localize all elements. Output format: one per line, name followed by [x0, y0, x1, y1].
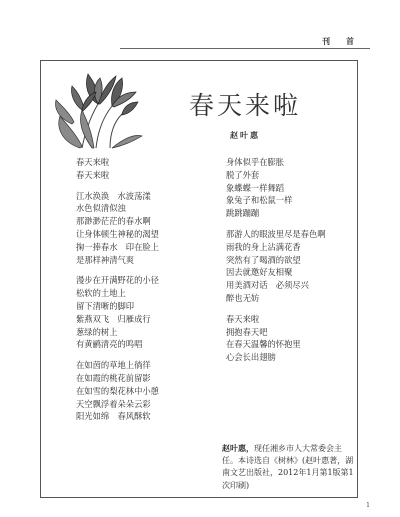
poem-line: 象蝶蝶一样舞蹈 [226, 182, 285, 193]
poem-line: 跳跳蹦蹦 [226, 208, 260, 219]
stanza [76, 274, 159, 351]
poem-line: 掬一捧春水 印在脸上 [76, 241, 159, 252]
poem-line: 在春天温馨的怀抱里 [226, 339, 301, 350]
poem-line: 雨我的身上沾满花香 [226, 241, 301, 252]
author-note-name: 赵叶惠， [222, 443, 254, 453]
poem-line: 那渺渺茫茫的春水啊 [76, 216, 151, 227]
header-rule [120, 48, 370, 49]
page-number: 1 [366, 502, 370, 509]
poem-line: 春天来啦 [76, 169, 110, 180]
poem-line: 突然有了喝酒的欲望 [226, 254, 301, 265]
poem-line: 阳光如绵 春风酥软 [76, 411, 151, 422]
poem-line: 天空飘浮着朵朵云彩 [76, 398, 151, 409]
poem-line: 漫步在开满野花的小径 [76, 275, 159, 286]
stanza [226, 313, 326, 364]
poem-line: 江水涣涣 水波荡漾 [76, 190, 151, 201]
section-label: 刊首 [322, 36, 370, 46]
poem-line: 春天来啦 [226, 313, 260, 324]
poem-line: 象兔子和松鼠一样 [226, 195, 293, 206]
poem-line: 脱了外套 [226, 169, 260, 180]
poem-right-column [226, 156, 326, 364]
poem-line: 拥抱春天吧 [226, 326, 268, 337]
poem-line: 紫燕双飞 归雁成行 [76, 313, 151, 324]
poem-line: 醉也无妨 [226, 292, 260, 303]
poem-line: 葱绿的树上 [76, 326, 118, 337]
author-note [222, 442, 354, 492]
poem-line: 水色似清似浊 [76, 203, 126, 214]
stanza [226, 156, 326, 220]
poem-title: 春天来啦 [188, 91, 301, 120]
stanza [226, 228, 326, 305]
stanza [76, 190, 159, 267]
stanza [76, 156, 159, 182]
poem-line: 身体似乎在膨胀 [226, 157, 285, 167]
poem-left-column [76, 156, 159, 423]
poem-line: 因去就邀好友相聚 [226, 267, 293, 278]
poem-line: 心会长出翅膀 [226, 352, 276, 363]
poem-line: 用美酒对话 必须尽兴 [226, 280, 309, 291]
poem-line: 那游人的眼波里尽是春色啊 [226, 228, 326, 239]
poem-line: 让身体顿生神秘的渴望 [76, 228, 159, 239]
author-note-text: 现任湘乡市人大常委会主任。本诗选自《树林》(赵叶惠著，湖南文艺出版社，2012年1月第1版第1次印刷) [222, 444, 354, 490]
poem-line: 春天来啦 [76, 157, 110, 167]
poem-line: 在如雪的梨花林中小憩 [76, 385, 159, 396]
poem-line: 是那样神清气爽 [76, 254, 135, 265]
stanza [76, 359, 159, 423]
poem-line: 留下清晰的脚印 [76, 300, 135, 311]
poem-author: 赵叶惠 [230, 130, 260, 140]
poem-line: 有黄鹂清亮的鸣唱 [76, 339, 143, 350]
poem-line: 松软的土地上 [76, 288, 126, 299]
flower-illustration [52, 64, 144, 150]
poem-line: 在如茵的草地上徜徉 [76, 360, 151, 371]
poem-line: 在如霞的桃花前留影 [76, 372, 151, 383]
